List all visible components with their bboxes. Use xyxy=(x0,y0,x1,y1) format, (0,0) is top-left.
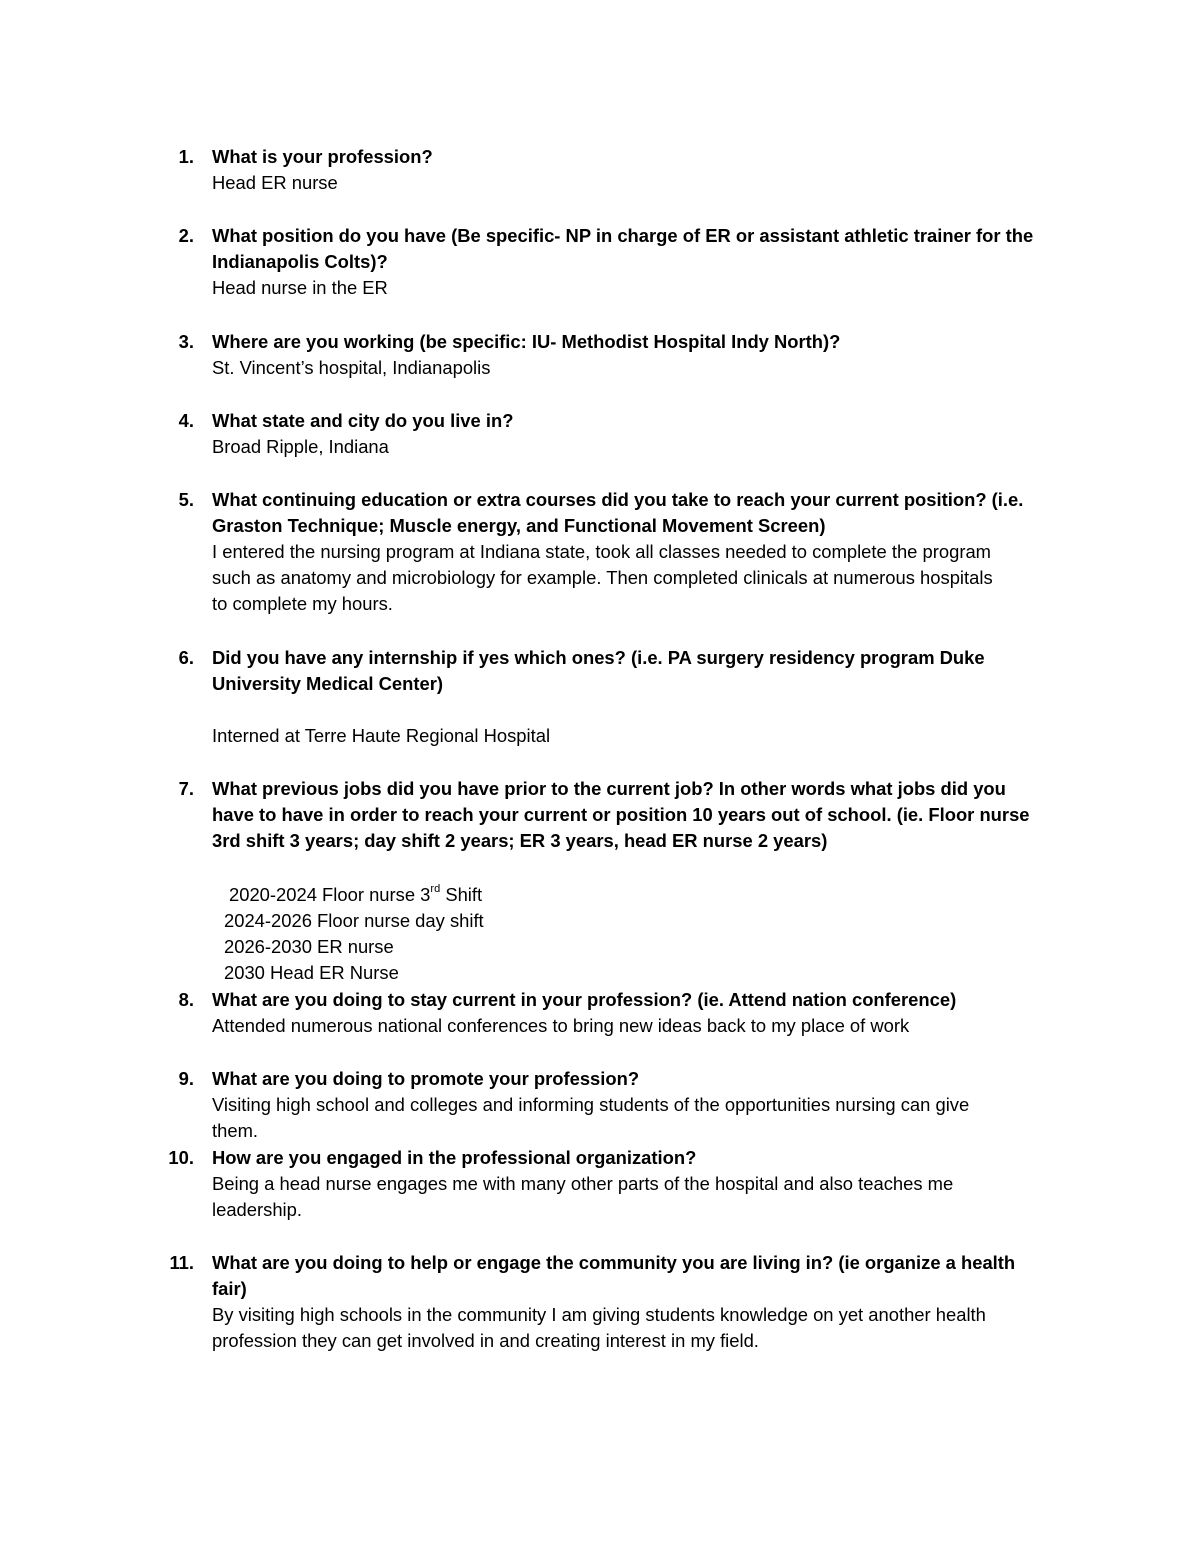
answer-text: such as anatomy and microbiology for example. Then completed clinicals at numerous hospitals xyxy=(212,567,993,588)
question-item-11 xyxy=(150,1250,1070,1354)
question-number: 10. xyxy=(168,1147,194,1168)
job-history-item: 2024-2026 Floor nurse day shift xyxy=(224,910,484,931)
question-text: What position do you have (Be specific- NP in charge of ER or assistant athletic trainer for the xyxy=(212,225,1034,246)
question-text: University Medical Center) xyxy=(212,673,443,694)
answer-text: Being a head nurse engages me with many other parts of the hospital and also teaches me xyxy=(212,1173,954,1194)
question-text: have to have in order to reach your current or position 10 years out of school. (ie. Floor nurse xyxy=(212,804,1030,825)
question-number: 6. xyxy=(178,647,194,668)
question-text: What previous jobs did you have prior to the current job? In other words what jobs did you xyxy=(212,778,1006,799)
question-number: 11. xyxy=(169,1252,194,1273)
question-item-10 xyxy=(150,1145,1070,1223)
question-item-5 xyxy=(150,487,1070,617)
job-history-item: 2026-2030 ER nurse xyxy=(224,936,394,957)
question-text: Graston Technique; Muscle energy, and Functional Movement Screen) xyxy=(212,515,826,536)
question-text: What state and city do you live in? xyxy=(212,410,514,431)
answer-text: leadership. xyxy=(212,1199,302,1220)
question-item-3 xyxy=(150,329,1070,381)
question-text: What are you doing to stay current in your profession? (ie. Attend nation conference) xyxy=(212,989,957,1010)
job-history-item: 2030 Head ER Nurse xyxy=(224,962,399,983)
answer-text: Visiting high school and colleges and informing students of the opportunities nursing can give xyxy=(212,1094,970,1115)
question-item-8 xyxy=(150,987,1070,1039)
question-number: 5. xyxy=(178,489,194,510)
question-item-4 xyxy=(150,408,1070,460)
question-text: Where are you working (be specific: IU- Methodist Hospital Indy North)? xyxy=(212,331,841,352)
question-text: How are you engaged in the professional organization? xyxy=(212,1147,697,1168)
question-text: What are you doing to help or engage the community you are living in? (ie organize a health xyxy=(212,1252,1016,1273)
question-item-1 xyxy=(150,144,1070,196)
question-item-2 xyxy=(150,223,1070,301)
answer-text: St. Vincent’s hospital, Indianapolis xyxy=(212,357,491,378)
answer-text: to complete my hours. xyxy=(212,593,393,614)
question-text: fair) xyxy=(212,1278,247,1299)
answer-text: I entered the nursing program at Indiana state, took all classes needed to complete the program xyxy=(212,541,991,562)
job-history-item: 2020-2024 Floor nurse 3rd Shift xyxy=(229,882,483,905)
answer-text: profession they can get involved in and creating interest in my field. xyxy=(212,1330,759,1351)
answer-text: Head nurse in the ER xyxy=(212,277,388,298)
answer-text: By visiting high schools in the community I am giving students knowledge on yet another health xyxy=(212,1304,986,1325)
question-number: 7. xyxy=(178,778,194,799)
question-number: 8. xyxy=(178,989,194,1010)
answer-text: them. xyxy=(212,1120,258,1141)
answer-text: Attended numerous national conferences to bring new ideas back to my place of work xyxy=(212,1015,910,1036)
question-number: 2. xyxy=(178,225,194,246)
answer-text: Interned at Terre Haute Regional Hospital xyxy=(212,725,551,746)
question-text: Indianapolis Colts)? xyxy=(212,251,388,272)
question-text: What continuing education or extra courses did you take to reach your current position? (i.e. xyxy=(212,489,1024,510)
question-number: 3. xyxy=(178,331,194,352)
question-text: 3rd shift 3 years; day shift 2 years; ER 3 years, head ER nurse 2 years) xyxy=(212,830,828,851)
question-number: 4. xyxy=(178,410,194,431)
question-text: What is your profession? xyxy=(212,146,433,167)
question-item-7 xyxy=(150,776,1070,854)
question-item-6 xyxy=(150,645,1070,749)
answer-text: Broad Ripple, Indiana xyxy=(212,436,389,457)
question-text: Did you have any internship if yes which ones? (i.e. PA surgery residency program Duke xyxy=(212,647,985,668)
question-number: 1. xyxy=(178,146,194,167)
answer-text: Head ER nurse xyxy=(212,172,338,193)
question-text: What are you doing to promote your profession? xyxy=(212,1068,640,1089)
question-item-9 xyxy=(150,1066,1070,1144)
question-number: 9. xyxy=(178,1068,194,1089)
